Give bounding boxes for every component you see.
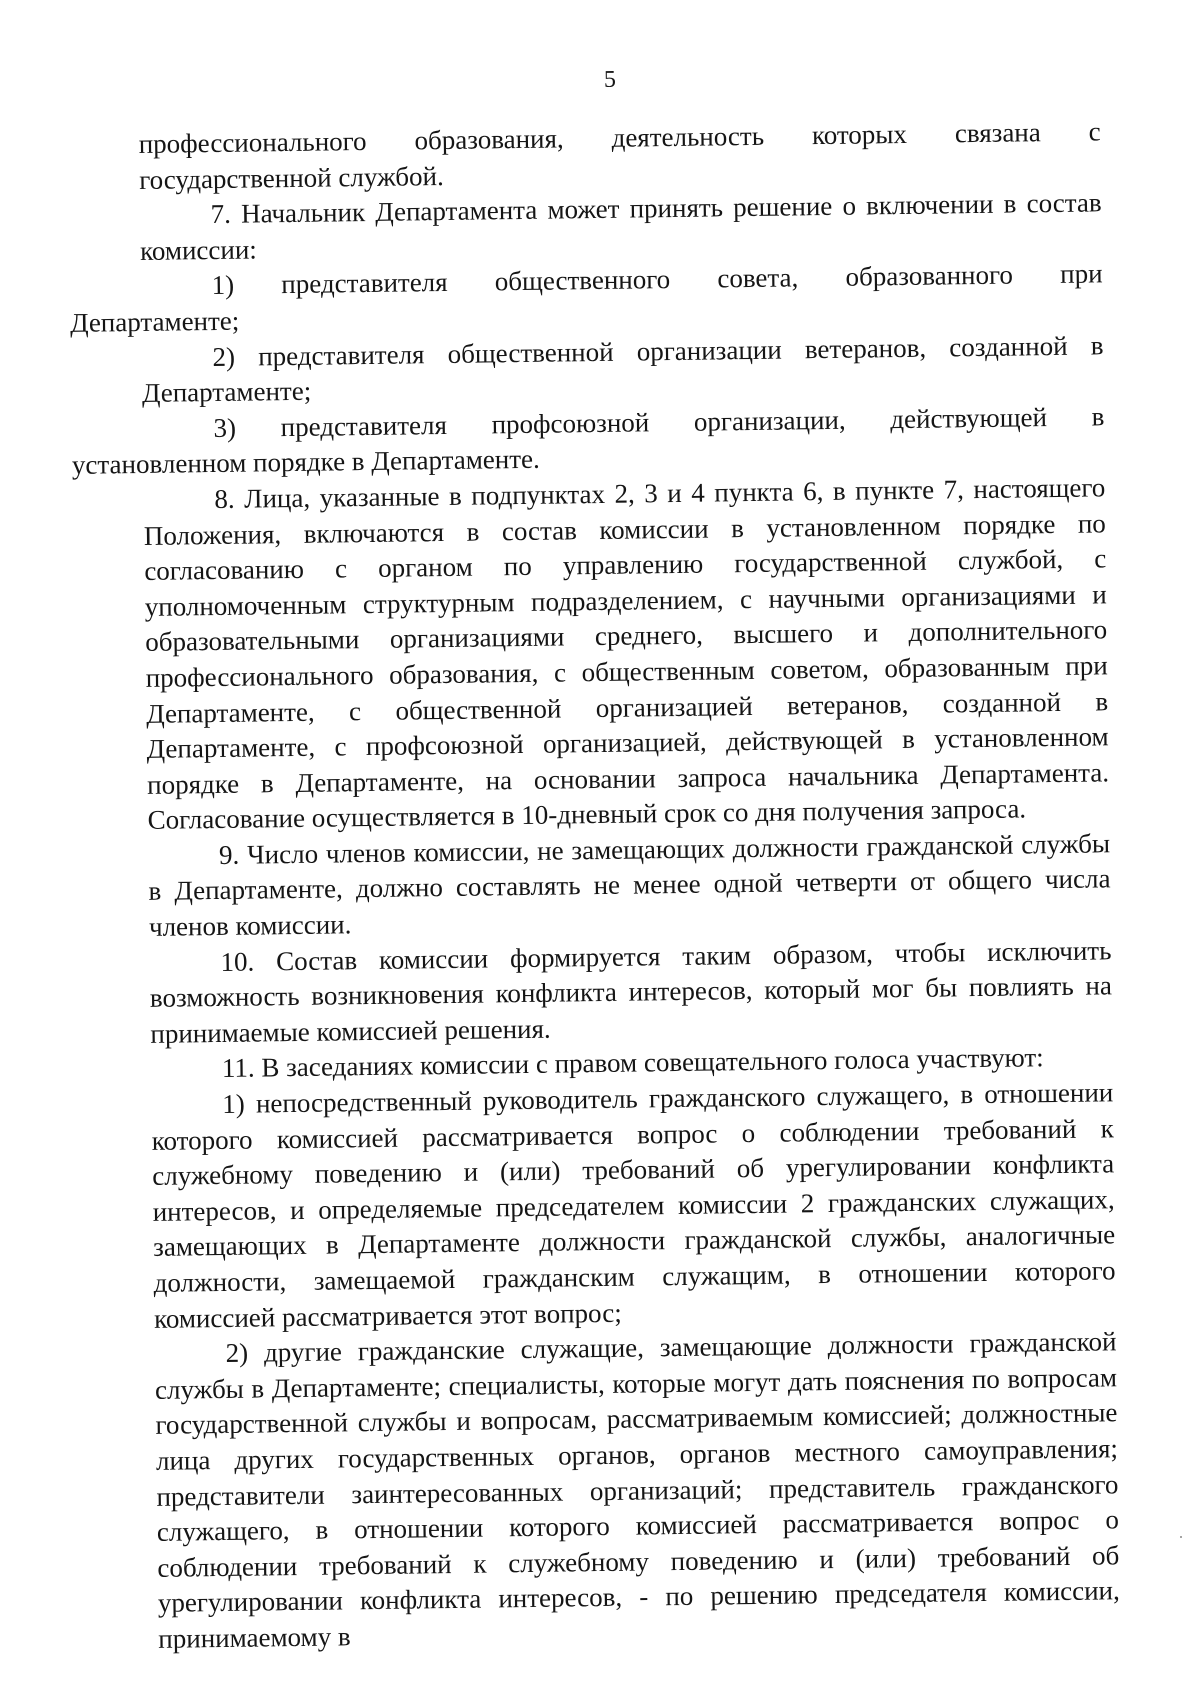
paragraph-11-item-2: 2) другие гражданские служащие, замещающие должности гражданской службы в Департаменте; специалисты, которые могут дать пояснения по вопросам государственной службы и вопросам, рассматриваемым комиссией; должностные лица других государственных органов, органов местного самоуправления; представители заинтересованных организаций; представитель гражданского служащего, в отношении которого комиссией рассматривается вопрос о соблюдении требований к служебному поведению и (или) требований об урегулировании конфликта интересов, - по решению председателя комиссии, принимаемому в: [154, 1326, 1120, 1654]
item-7-1-line-2: Департаменте;: [69, 305, 240, 338]
paragraph-7: 7. Начальник Департамента может принять решение о включении в состав комиссии:: [139, 187, 1102, 266]
paragraph-11: 11. В заседаниях комиссии с правом совещательного голоса участвуют:: [221, 1042, 1044, 1084]
paragraph-continuation: [139, 114, 1102, 198]
paragraph-7-item-3: [71, 399, 1105, 483]
paragraph-8: 8. Лица, указанные в подпунктах 2, 3 и 4 пункта 6, в пункте 7, настоящего Положения, включаются в состав комиссии в установленном порядке по согласованию с органом по управлению государственной службой, с уполномоченным структурным подразделением, с научными организациями и образовательными организациями среднего, высшего и дополнительного профессионального образования, с общественным советом, образованным при Департаменте, с общественной организацией ветеранов, созданной в Департаменте, с профсоюзной организацией, действующей в установленном порядке в Департаменте, на основании запроса начальника Департамента. Согласование осуществляется в 10-дневный срок со дня получения запроса.: [143, 472, 1110, 836]
page-number: 5: [603, 66, 617, 93]
paragraph-11-item-1: 1) непосредственный руководитель гражданского служащего, в отношении которого комиссией рассматривается вопрос о соблюдении требований к служебному поведению и (или) требований об урегулировании конфликта интересов, и определяемые председателем комиссии 2 гражданских служащих, замещающих в Департаменте должности гражданской службы, аналогичные должности, замещаемой гражданским служащим, в отношении которого комиссией рассматривается этот вопрос;: [151, 1077, 1116, 1334]
paragraph-9: 9. Число членов комиссии, не замещающих должности гражданской службы в Департаменте, должно составлять не менее одной четверти от общего числа членов комиссии.: [148, 828, 1111, 942]
item-7-3-line-2: установленном порядке в Департаменте.: [71, 444, 540, 481]
document-body: [69, 114, 1121, 1657]
continuation-line-1: профессионального образования, деятельность которых связана с: [138, 116, 1101, 159]
paragraph-7-item-1: [69, 257, 1103, 341]
paragraph-7-item-2: 2) представителя общественной организации ветеранов, созданной в Департаменте;: [141, 329, 1104, 409]
paragraph-10: 10. Состав комиссии формируется таким образом, чтобы исключить возможность возникновения конфликта интересов, который мог бы повлиять на принимаемые комиссией решения.: [149, 934, 1113, 1049]
item-7-3-line-1: 3) представителя профсоюзной организации, действующей в: [213, 401, 1105, 443]
item-7-1-line-1: 1) представителя общественного совета, образованного при: [211, 258, 1103, 301]
scan-speck: [1180, 1536, 1182, 1538]
continuation-line-2: государственной службой.: [139, 160, 444, 195]
